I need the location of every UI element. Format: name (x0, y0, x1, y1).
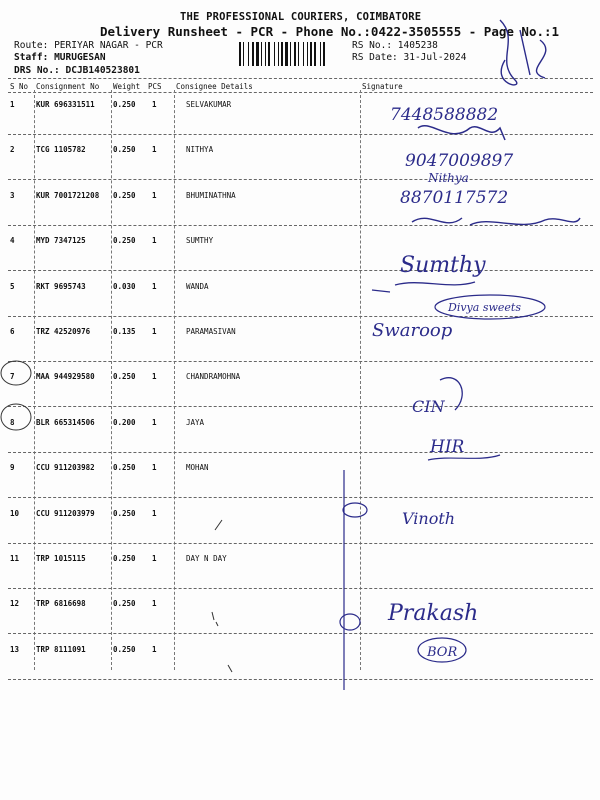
staff-label: Staff: (14, 52, 49, 63)
row-consignee: CHANDRAMOHNA (186, 372, 241, 382)
row-weight: 0.250 (113, 145, 136, 155)
row-consignment-no: CCU 911203982 (36, 463, 95, 473)
hw-sumthy: Sumthy (400, 253, 486, 278)
row-sno: 3 (10, 190, 15, 200)
barcode-bar (303, 42, 304, 66)
row-separator (8, 633, 593, 634)
hw-bor-oval (418, 638, 466, 662)
col-sep-1 (34, 90, 35, 670)
row-consignee: SELVAKUMAR (186, 100, 232, 109)
row-consignee: PARAMASIVAN (186, 327, 236, 336)
row-separator (8, 361, 593, 362)
rs-date-value: 31-Jul-2024 (403, 52, 467, 63)
row-consignment-no: MYD 7347125 (36, 236, 86, 246)
hw-signature-5 (372, 282, 475, 292)
drs-line (14, 65, 140, 76)
barcode-bar (261, 42, 262, 66)
row-sno: 11 (10, 554, 20, 563)
row-pcs: 1 (152, 145, 157, 155)
row-consignee: DAY N DAY (186, 554, 227, 563)
row-consignment-no: BLR 665314506 (36, 417, 95, 427)
row-weight: 0.250 (113, 599, 136, 609)
hw-tick-13 (228, 665, 232, 672)
row-consignee: NITHYA (186, 145, 214, 155)
row-sno: 12 (10, 599, 20, 609)
row-sno: 10 (10, 508, 20, 518)
row-sno: 6 (10, 327, 15, 336)
row-pcs: 1 (152, 554, 157, 563)
hw-signature-1 (418, 126, 505, 140)
row-pcs: 1 (152, 190, 157, 200)
row-pcs: 1 (152, 236, 157, 246)
row-weight: 0.250 (113, 100, 136, 109)
row-pcs: 1 (152, 100, 157, 109)
row-separator (8, 497, 593, 498)
col-sep-3 (174, 90, 175, 670)
row-separator (8, 270, 593, 271)
rs-no-label: RS No.: (352, 40, 393, 51)
row-weight: 0.250 (113, 508, 136, 518)
row-sno: 13 (10, 644, 20, 654)
barcode-bar (252, 42, 254, 66)
row-consignment-no: KUR 696331511 (36, 100, 95, 109)
hw-hir: HIR (430, 437, 465, 457)
rs-date-label: RS Date: (352, 52, 398, 63)
barcode-bar (278, 42, 279, 66)
row-separator (8, 179, 593, 180)
company-name: THE PROFESSIONAL COURIERS, COIMBATORE (180, 11, 422, 23)
rs-no-value: 1405238 (397, 40, 438, 51)
hw-bor: BOR (427, 645, 458, 660)
row-consignment-no: MAA 944929580 (36, 372, 95, 382)
barcode-bar (323, 42, 325, 66)
staff-value: MURUGESAN (54, 52, 106, 63)
col-header-sno: S No (10, 82, 29, 91)
col-header-weight: Weight (113, 82, 141, 91)
row-sno: 8 (10, 417, 15, 427)
barcode-bar (268, 42, 270, 66)
row-7-circle (1, 361, 31, 385)
barcode-bar (274, 42, 275, 66)
row-weight: 0.250 (113, 554, 136, 563)
row-consignment-no: KUR 7001721208 (36, 190, 100, 200)
hw-tick-10 (215, 520, 222, 530)
row-separator (8, 679, 593, 680)
row-separator (8, 406, 593, 407)
row-weight: 0.250 (113, 463, 136, 473)
row-separator (8, 225, 593, 226)
rs-date-line (352, 52, 466, 63)
row-consignment-no: RKT 9695743 (36, 281, 86, 291)
row-pcs: 1 (152, 281, 157, 291)
runsheet-title: Delivery Runsheet - PCR - Phone No.:0422-3505555 - Page No.:1 (100, 24, 560, 39)
row-sno: 9 (10, 463, 15, 473)
row-sno: 5 (10, 281, 15, 291)
row-consignment-no: CCU 911203979 (36, 508, 95, 518)
row-separator (8, 543, 593, 544)
row-sno: 2 (10, 145, 15, 155)
hw-prakash: Prakash (388, 601, 479, 626)
hw-phone-1: 7448588882 (390, 105, 499, 125)
drs-value: DCJB140523801 (65, 65, 140, 76)
barcode-bar (243, 42, 244, 66)
drs-label: DRS No.: (14, 65, 60, 76)
row-separator (8, 452, 593, 453)
row-weight: 0.250 (113, 372, 136, 382)
row-consignment-no: TCG 1105782 (36, 145, 86, 155)
row-pcs: 1 (152, 599, 157, 609)
barcode-bar (310, 42, 312, 66)
row-separator (8, 316, 593, 317)
row-consignment-no: TRP 1015115 (36, 554, 86, 563)
hw-tick-12 (212, 612, 218, 626)
row-consignee: WANDA (186, 281, 209, 291)
row-consignee: JAYA (186, 417, 205, 427)
hw-phone-2: 9047009897 (405, 151, 514, 171)
barcode-bar (307, 42, 308, 66)
row-sno: 7 (10, 372, 15, 382)
barcode-bar (290, 42, 291, 66)
col-header-signature: Signature (362, 82, 403, 91)
barcode-bar (298, 42, 299, 66)
row-separator (8, 588, 593, 589)
staff-line (14, 52, 106, 63)
row-pcs: 1 (152, 372, 157, 382)
hw-circle-12 (340, 614, 360, 630)
hw-swaroop: Swaroop (372, 320, 453, 341)
hw-circle-10 (343, 503, 367, 517)
row-separator (8, 134, 593, 135)
row-8-circle (1, 404, 31, 430)
row-pcs: 1 (152, 327, 157, 336)
row-pcs: 1 (152, 417, 157, 427)
col-header-consignee: Consignee Details (176, 82, 253, 91)
hw-vinoth: Vinoth (402, 509, 456, 528)
barcode-bar (265, 42, 266, 66)
col-sep-4 (360, 90, 361, 670)
row-weight: 0.250 (113, 236, 136, 246)
barcode (238, 42, 342, 66)
barcode-bar (314, 42, 316, 66)
header-top-rule (8, 78, 593, 79)
barcode-bar (248, 42, 249, 66)
row-weight: 0.250 (113, 190, 136, 200)
barcode-bar (256, 42, 259, 66)
row-weight: 0.200 (113, 417, 136, 427)
row-sno: 4 (10, 236, 15, 246)
row-pcs: 1 (152, 644, 157, 654)
barcode-bar (294, 42, 296, 66)
row-pcs: 1 (152, 463, 157, 473)
hw-cin: CIN (412, 397, 445, 416)
row-consignee: BHUMINATHNA (186, 190, 236, 200)
row-weight: 0.250 (113, 644, 136, 654)
row-weight: 0.135 (113, 327, 136, 336)
route-line (14, 40, 163, 51)
route-value: PERIYAR NAGAR - PCR (54, 40, 163, 51)
row-weight: 0.030 (113, 281, 136, 291)
row-consignee: MOHAN (186, 463, 209, 473)
rs-no-line (352, 40, 438, 51)
col-sep-2 (111, 90, 112, 670)
row-consignment-no: TRP 6816698 (36, 599, 86, 609)
barcode-bar (281, 42, 283, 66)
row-sno: 1 (10, 100, 15, 109)
hw-hir-underline (428, 455, 500, 460)
hw-divya: Divya sweets (448, 301, 521, 314)
route-label: Route: (14, 40, 49, 51)
hw-phone-3: 8870117572 (400, 188, 509, 208)
barcode-bar (239, 42, 241, 66)
row-consignee: SUMTHY (186, 236, 214, 246)
col-header-consignment: Consignment No (36, 82, 100, 91)
row-consignment-no: TRZ 42520976 (36, 327, 91, 336)
barcode-bar (285, 42, 288, 66)
hw-cin-curl (440, 378, 462, 410)
header-bottom-rule (8, 92, 593, 93)
barcode-bar (320, 42, 321, 66)
col-header-pcs: PCS (148, 82, 162, 91)
hw-nithya: Nithya (428, 171, 469, 185)
row-pcs: 1 (152, 508, 157, 518)
row-consignment-no: TRP 8111091 (36, 644, 86, 654)
